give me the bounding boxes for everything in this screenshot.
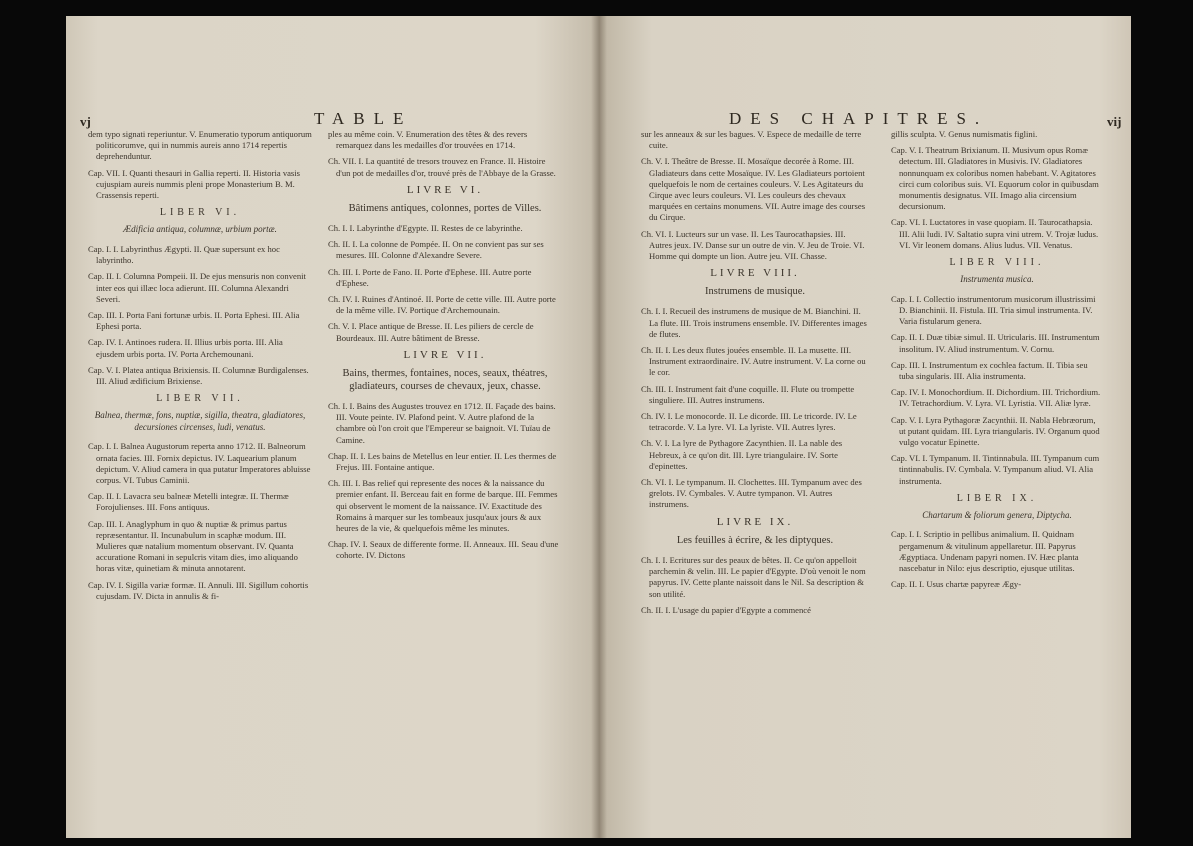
- entry: Ch. V. I. La lyre de Pythagore Zacynthien. II. La nable des Hebreux, à ce qu'on dit. III. Lyre triangulaire. IV. Sorte d'epinettes.: [641, 438, 843, 471]
- entry: Cap. V. I. Platea antiqua Brixiensis. II. Columnæ Burdigalenses. III. Aliud ædificium Brixiense.: [88, 364, 309, 386]
- entry: Ch. VI. I. Le tympanum. II. Clochettes. III. Tympanum avec des grelots. IV. Cymbales. V. Autre tympanon. VI. Autres instrumens.: [641, 477, 862, 510]
- entry: Cap. I. I. Labyrinthus Ægypti. II. Quæ supersunt ex hoc labyrintho.: [88, 243, 280, 266]
- book-subheading: Instrumenta musica.: [960, 274, 1034, 285]
- book-heading: LIBER VII.: [156, 393, 244, 405]
- entry: Ch. I. I. Recueil des instrumens de musique de M. Bianchini. II. La flute. III. Trois instrumens ensemble. IV. Differentes images de flutes.: [641, 306, 867, 339]
- entry: Cap. I. I. Scriptio in pellibus animalium. II. Quidnam pergamenum & vitulinum appellaretur. III. Papyrus Ægyptiaca. Undenam papyri nomen. IV. Hæc planta nascebatur in Nilo: ejus descriptio, ejusque utilitas.: [891, 529, 1079, 574]
- entry: Ch. IV. I. Le monocorde. II. Le dicorde. III. Le tricorde. IV. Le tetracorde. V. La lyre. VI. La lyriste. VII. Autres lyres.: [641, 411, 857, 433]
- book-spread: [66, 16, 1131, 838]
- entry: Ch. VI. I. Lucteurs sur un vase. II. Les Taurocathapsies. III. Autres jeux. IV. Danse sur un outre de vin. V. Jeu de Troie. VI. Homme qui dompte un lion. Autre jeu. VII. Chasse.: [641, 228, 865, 262]
- latin-column: [88, 129, 312, 607]
- book-heading: LIVRE VII.: [403, 348, 487, 361]
- left-page: [66, 16, 599, 838]
- entry: Ch. II. I. L'usage du papier d'Egypte a commencé: [641, 604, 811, 615]
- book-subheading: Balnea, thermæ, fons, nuptiæ, sigilla, theatra, gladiatores, decursiones circenses, ludi, venatus.: [94, 410, 306, 432]
- entry: Cap. II. I. Columna Pompeii. II. De ejus mensuris non convenit inter eos qui illæc loca adierunt. III. Columna Alexandri Severi.: [88, 271, 306, 304]
- book-subheading: Instrumens de musique.: [704, 286, 806, 298]
- book-gutter: [591, 16, 607, 838]
- french-column: [641, 129, 869, 621]
- entry: Cap. V. I. Lyra Pythagoræ Zacynthii. II. Nabla Hebræorum, ut putant quidam. III. Lyra triangularis. IV. Organum quod vulgo vocatur Epinette.: [891, 414, 1100, 447]
- right-page: [599, 16, 1131, 838]
- entry: Ch. III. I. Instrument fait d'une coquille. II. Flute ou trompette singuliere. III. Autres instrumens.: [641, 383, 855, 405]
- entry: Cap. VII. I. Quanti thesauri in Gallia reperti. II. Historia vasis cujuspiam aureis nummis pleni prope Monasterium B. M. Crassensis reperti.: [88, 167, 301, 201]
- entry: Cap. IV. I. Antinoes rudera. II. Illius urbis porta. III. Alia ejusdem urbis porta. IV. Porta Archemounani.: [88, 337, 283, 359]
- book-heading: LIBER VIII.: [949, 257, 1045, 269]
- book-subheading: Bains, thermes, fontaines, noces, seaux, théatres, gladiateurs, courses de chevaux, jeux, chasse.: [342, 368, 548, 393]
- entry: Cap. II. I. Duæ tibiæ simul. II. Utricularis. III. Instrumentum insolitum. IV. Aliud instrumentum. V. Cornu.: [891, 332, 1100, 354]
- entry: Ch. VII. I. La quantité de tresors trouvez en France. II. Histoire d'un pot de medailles d'or, trouvé près de l'Abbaye de la Grasse.: [328, 156, 556, 178]
- book-subheading: Les feuilles à écrire, & les diptyques.: [676, 534, 834, 546]
- book-heading: LIBER IX.: [956, 492, 1038, 504]
- entry: dem typo signati reperiuntur. V. Enumeratio typorum antiquorum politicorumve, qui in nummis aureis anno 1714 repertis deprehenduntur.: [88, 129, 312, 162]
- entry: Cap. III. I. Anaglyphum in quo & nuptiæ & primus partus repræsentantur. II. Incunabulum in scaphæ modum. III. Mulieres quæ natalium momentum observant. IV. Quanta accuratione Romani in sepulcris vitam dies, imo aliquando horas vitæ, quinetiam & minuta annotarent.: [88, 518, 298, 574]
- entry: Chap. II. I. Les bains de Metellus en leur entier. II. Les thermes de Frejus. III. Fontaine antique.: [328, 450, 557, 473]
- entry: Cap. VI. I. Tympanum. II. Tintinnabula. III. Tympanum cum tintinnabulis. IV. Cymbala. V. Tympanum aliud. VI. Alia instrumenta.: [891, 453, 1100, 486]
- entry: Cap. I. I. Balnea Augustorum reperta anno 1712. II. Balneorum ornata facies. III. Fornix depictus. IV. Laquearium planum depictum. V. Aliud camera in qua putatur Imperatores abluisse corpus. VI. Tubus Caminii.: [88, 441, 311, 485]
- entry: Cap. V. I. Theatrum Brixianum. II. Musivum opus Romæ detectum. III. Gladiatores in Musivis. IV. Gladiatores nonnunquam ex coloribus nomen habebant. V. Agitatores circi cum coloribus suis. VI. Equorum color in quibusdam monumentis designatus. VII. Imago alia circensium decursionum.: [891, 145, 1099, 212]
- entry: Ch. V. I. Theâtre de Bresse. II. Mosaïque decorée à Rome. III. Gladiateurs dans cette Mosaïque. IV. Les Gladiateurs portoient quelquefois le nom de certaines couleurs. V. Les Agitateurs du Cirque avec leurs couleurs. VI. Les couleurs des chevaux marquées en certains monumens. VII. Autre image des courses du Cirque.: [641, 156, 866, 223]
- entry: Ch. V. I. Place antique de Bresse. II. Les piliers de cercle de Bourdeaux. III. Autre bâtiment de Bresse.: [328, 321, 534, 343]
- book-subheading: Ædificia antiqua, columnæ, urbium portæ.: [123, 224, 277, 235]
- page-number: vj: [80, 114, 91, 129]
- entry: Cap. I. I. Collectio instrumentorum musicorum illustrissimi D. Bianchinii. II. Fistula. III. Tria simul instrumenta. IV. Varia fistularum genera.: [891, 293, 1096, 327]
- running-title: DES CHAPITRES.: [729, 109, 989, 128]
- running-title: TABLE: [314, 109, 413, 128]
- book-subheading: Chartarum & foliorum genera, Diptycha.: [922, 509, 1072, 520]
- entry: Ch. III. I. Porte de Fano. II. Porte d'Ephese. III. Autre porte d'Ephese.: [328, 266, 532, 288]
- entry: ples au même coin. V. Enumeration des têtes & des revers remarquez dans les medailles d'or trouvées en 1714.: [328, 129, 528, 151]
- book-subheading: Bâtimens antiques, colonnes, portes de Villes.: [348, 203, 542, 215]
- page-number: vij: [1107, 114, 1122, 129]
- book-heading: LIVRE IX.: [716, 515, 794, 528]
- entry: Cap. II. I. Usus chartæ papyreæ Ægy-: [891, 579, 1022, 590]
- entry: sur les anneaux & sur les bagues. V. Espece de medaille de terre cuite.: [641, 129, 862, 151]
- entry: Cap. IV. I. Sigilla variæ formæ. II. Annuli. III. Sigillum cohortis cujusdam. IV. Dicta in annulis & fi-: [88, 579, 309, 601]
- book-heading: LIVRE VI.: [406, 183, 484, 196]
- entry: Ch. II. I. Les deux flutes jouées ensemble. II. La musette. III. Instrument extraordinaire. IV. Autre instrument. V. La corne ou le cor.: [641, 345, 866, 378]
- entry: Cap. III. I. Instrumentum ex cochlea factum. II. Tibia seu tuba singularis. III. Alia instrumenta.: [891, 359, 1088, 381]
- entry: Cap. VI. I. Luctatores in vase quopiam. II. Taurocathapsia. III. Alii ludi. IV. Saltatio supra vini utrem. V. Trojæ ludus. VI. Vir leonem domans. Alius ludus. VII. Venatus.: [891, 217, 1099, 250]
- entry: Ch. III. I. Bas relief qui represente des noces & la naissance du premier enfant. II. Berceau fait en forme de barque. III. Femmes qui observent le moment de la naissance. IV. Exactitude des Romains à marquer sur les tombeaux jusqu'aux jours & aux heures de la vie, & quelquefois même les minutes.: [328, 478, 558, 534]
- entry: Cap. III. I. Porta Fani fortunæ urbis. II. Porta Ephesi. III. Alia Ephesi porta.: [88, 309, 300, 332]
- entry: gillis sculpta. V. Genus numismatis figlini.: [891, 129, 1038, 139]
- entry: Chap. IV. I. Seaux de differente forme. II. Anneaux. III. Seau d'une cohorte. IV. Dictons: [328, 539, 559, 561]
- entry: Ch. II. I. La colonne de Pompée. II. On ne convient pas sur ses mesures. III. Colonne d'Alexandre Severe.: [328, 239, 544, 261]
- entry: Cap. IV. I. Monochordium. II. Dichordium. III. Trichordium. IV. Tetrachordium. V. Lyra. VI. Lyristia. VII. Aliæ lyræ.: [891, 387, 1101, 409]
- entry: Ch. I. I. Ecritures sur des peaux de bêtes. II. Ce qu'on appelloit parchemin & velin. III. Le papier d'Egypte. D'où venoit le nom papyrus. IV. Cette plante naissoit dans le Nil. Sa description & son utilité.: [641, 554, 866, 599]
- book-heading: LIVRE VIII.: [710, 267, 800, 280]
- entry: Ch. I. I. Labyrinthe d'Egypte. II. Restes de ce labyrinthe.: [328, 223, 523, 234]
- entry: Ch. IV. I. Ruines d'Antinoé. II. Porte de cette ville. III. Autre porte de la même ville. IV. Portique d'Archemounain.: [328, 294, 556, 316]
- book-heading: LIBER VI.: [159, 207, 241, 219]
- latin-column: [891, 129, 1103, 596]
- french-column: [328, 129, 562, 567]
- entry: Cap. II. I. Lavacra seu balneæ Metelli integræ. II. Thermæ Forojulienses. III. Fons antiquus.: [88, 491, 289, 513]
- entry: Ch. I. I. Bains des Augustes trouvez en 1712. II. Façade des bains. III. Voute peinte. IV. Plafond peint. V. Autre plafond de la chambre où l'on croit que l'Empereur se baignoit. VI. Tuïau de Camine.: [328, 401, 556, 445]
